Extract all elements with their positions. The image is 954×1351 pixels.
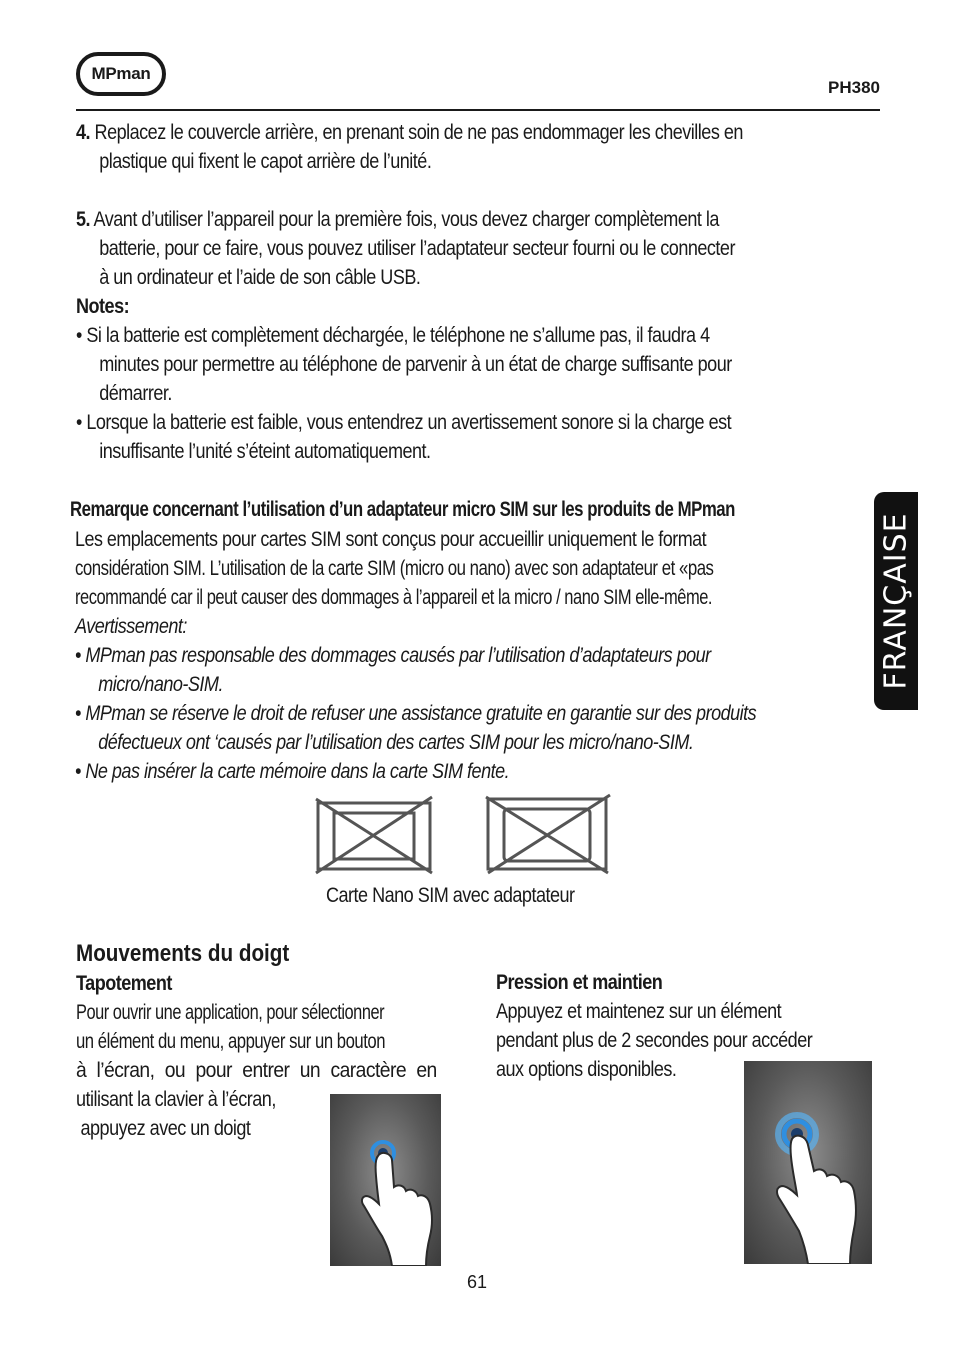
crossed-sim-adapter-icon [482, 793, 616, 875]
hold-line: Appuyez et maintenez sur un élément [496, 1000, 782, 1023]
tap-line: à l’écran, ou pour entrer un caractère en [76, 1059, 437, 1082]
language-tab-label: FRANÇAISE [878, 512, 914, 690]
notes-section [76, 292, 839, 466]
tap-title: Tapotement [76, 972, 172, 995]
logo-text: MPman [91, 64, 151, 83]
note-line: minutes pour permettre au téléphone de parvenir à un état de charge suffisante pour [99, 353, 732, 376]
tap-gesture-illustration [330, 1094, 441, 1266]
hold-title: Pression et maintien [496, 971, 663, 994]
bullet: • [76, 411, 82, 434]
step-number: 4. [76, 121, 91, 144]
header-divider [76, 109, 880, 111]
bullet: • [75, 760, 81, 783]
language-tab [874, 492, 918, 710]
hold-gesture-illustration [744, 1061, 872, 1264]
step-line: batterie, pour ce faire, vous pouvez utiliser l’adaptateur secteur fourni ou le connecter [99, 237, 735, 260]
hold-line: pendant plus de 2 secondes pour accéder [496, 1029, 813, 1052]
notes-title: Notes: [76, 295, 130, 318]
step-line: plastique qui fixent le capot arrière de l’unité. [99, 150, 432, 173]
step-number: 5. [76, 208, 91, 231]
model-number: PH380 [828, 78, 880, 97]
step-4 [76, 118, 851, 176]
tap-line: Pour ouvrir une application, pour sélectionner [76, 1001, 385, 1024]
warning-line: défectueux ont ‘causés par l’utilisation des cartes SIM pour les micro/nano-SIM. [98, 731, 694, 754]
finger-hold-icon [744, 1061, 872, 1264]
crossed-sim-card-icon [312, 795, 440, 875]
sim-notice [70, 495, 901, 524]
sim-notice-line: considération SIM. L’utilisation de la carte SIM (micro ou nano) avec son adaptateur et «pas [75, 557, 714, 580]
note-line: démarrer. [99, 382, 172, 405]
warning-line: micro/nano-SIM. [98, 673, 223, 696]
step-5 [76, 205, 842, 292]
warning-line: Ne pas insérer la carte mémoire dans la carte SIM fente. [85, 760, 510, 783]
tap-line: utilisant la clavier à l’écran, [76, 1088, 276, 1111]
finger-tap-icon [330, 1094, 441, 1266]
warning-line: MPman se réserve le droit de refuser une assistance gratuite en garantie sur des produits [85, 702, 757, 725]
sim-notice-line: recommandé car il peut causer des dommages à l’appareil et la micro / nano SIM elle-même. [75, 586, 713, 609]
tap-line: un élément du menu, appuyer sur un bouton [76, 1030, 386, 1053]
step-line: Replacez le couvercle arrière, en prenant soin de ne pas endommager les chevilles en [94, 121, 743, 144]
bullet: • [75, 644, 81, 667]
warning-title: Avertissement: [75, 615, 187, 638]
section-title: Mouvements du doigt [76, 940, 290, 967]
bullet: • [76, 324, 82, 347]
step-line: à un ordinateur et l’aide de son câble USB. [99, 266, 421, 289]
sim-notice-body [75, 525, 881, 612]
warnings [75, 612, 867, 786]
tap-line: appuyez avec un doigt [76, 1117, 251, 1140]
page-number: 61 [466, 1272, 488, 1292]
warning-line: MPman pas responsable des dommages causés par l’utilisation d’adaptateurs pour [85, 644, 711, 667]
note-line: insuffisante l’unité s’éteint automatiquement. [99, 440, 431, 463]
mpman-logo [76, 52, 166, 96]
sim-image-caption: Carte Nano SIM avec adaptateur [326, 884, 575, 907]
note-line: Si la batterie est complètement déchargée, le téléphone ne s’allume pas, il faudra 4 [86, 324, 710, 347]
sim-notice-line: Les emplacements pour cartes SIM sont conçus pour accueillir uniquement le format [75, 528, 707, 551]
note-line: Lorsque la batterie est faible, vous entendrez un avertissement sonore si la charge est [86, 411, 732, 434]
sim-notice-title: Remarque concernant l’utilisation d’un adaptateur micro SIM sur les produits de MPman [70, 498, 735, 521]
step-line: Avant d’utiliser l’appareil pour la première fois, vous devez charger complètement la [93, 208, 719, 231]
bullet: • [75, 702, 81, 725]
hold-line: aux options disponibles. [496, 1058, 677, 1081]
